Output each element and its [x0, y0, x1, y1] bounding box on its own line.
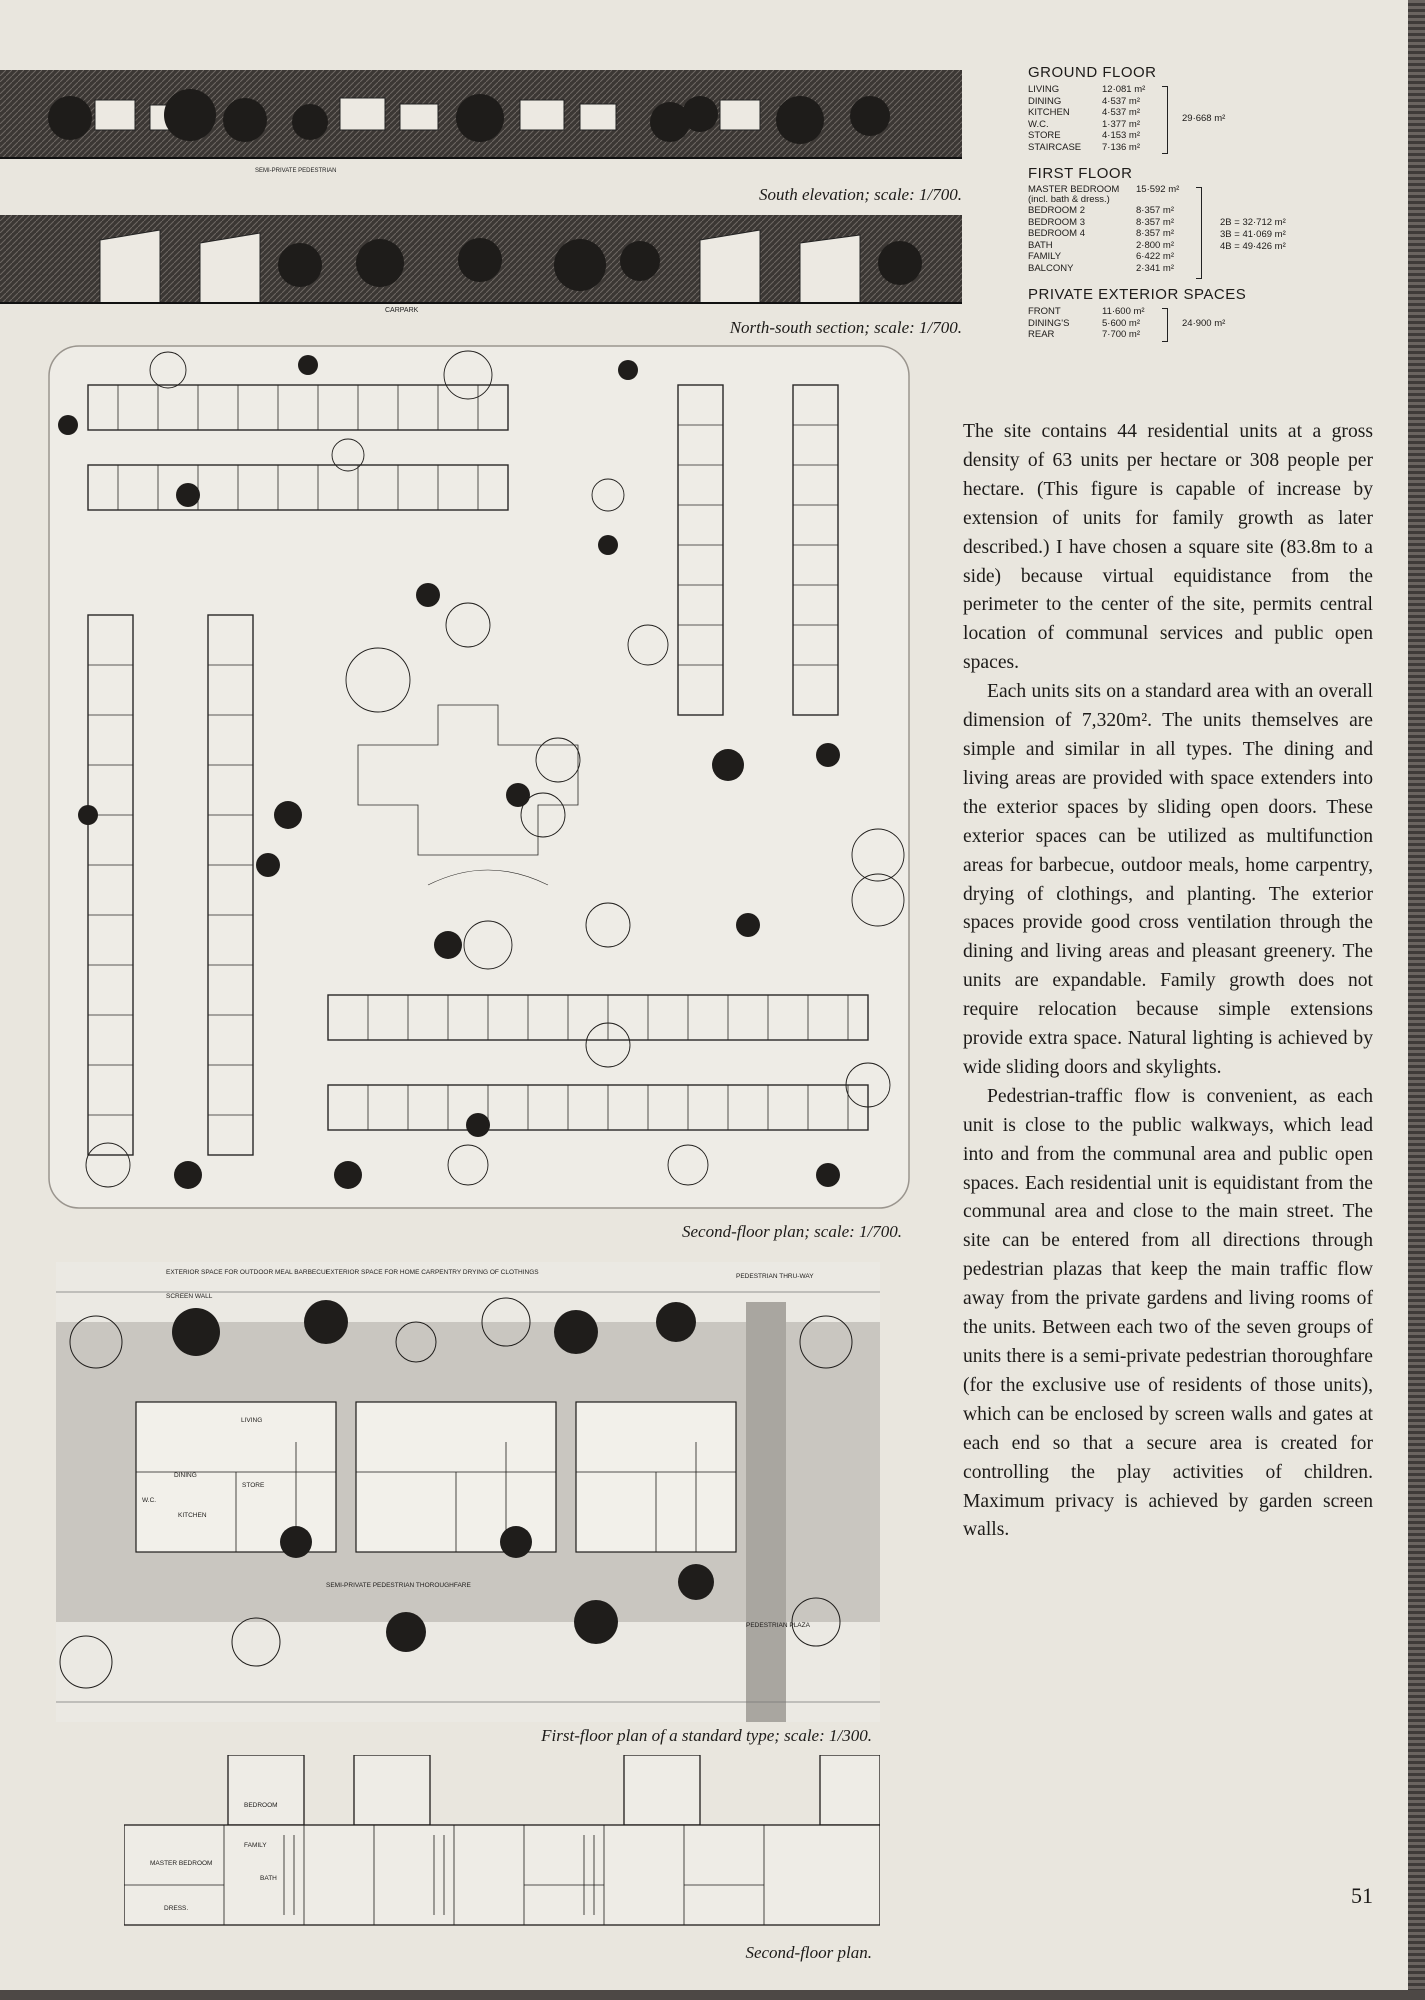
page-number: 51	[1351, 1883, 1373, 1908]
label-family: FAMILY	[244, 1842, 267, 1849]
south-elevation-drawing	[0, 70, 962, 185]
paragraph-2: Each units sits on a standard area with an overall dimension of 7,320m². The units themselves are simple and similar in all types. The dining and living areas are provided with space extenders into the exterior spaces by sliding open doors. These exterior spaces can be utilized as multifunction areas for barbecue, outdoor meals, home carpentry, drying of clothings, and planting. The exterior spaces provide good cross ventilation through the dining and living areas and pleasant greenery. The units are expandable. Family growth does not require relocation because simple extensions provide extra space. Natural lighting is achieved by wide sliding doors and skylights.	[963, 681, 1373, 1078]
label-living: LIVING	[241, 1417, 263, 1424]
label-master-bedroom: MASTER BEDROOM	[150, 1860, 213, 1867]
label-dining: DINING	[174, 1472, 197, 1479]
schedule-row: FAMILY 6·422 m²	[1028, 251, 1175, 262]
label-dress: DRESS.	[164, 1905, 189, 1912]
schedule-row: KITCHEN 4·537 m²	[1028, 107, 1141, 118]
private-exterior-block	[1028, 286, 1328, 341]
label-pedestrian-thru-way: PEDESTRIAN THRU-WAY	[736, 1273, 814, 1280]
schedule-row: BATH 2·800 m²	[1028, 239, 1175, 251]
second-floor-site-plan	[48, 345, 910, 1210]
schedule-row: BALCONY 2·341 m²	[1028, 262, 1175, 274]
schedule-row: DINING'S 5·600 m²	[1028, 317, 1141, 329]
elevation-pedestrian-label: SEMI-PRIVATE PEDESTRIAN	[255, 168, 337, 174]
label-exterior-bbq: EXTERIOR SPACE FOR OUTDOOR MEAL BARBECUE	[166, 1269, 330, 1276]
private-exterior-total: 24·900 m²	[1182, 318, 1226, 329]
label-bedroom: BEDROOM	[244, 1802, 278, 1809]
ground-floor-rows	[1028, 84, 1328, 153]
label-bath: BATH	[260, 1875, 277, 1882]
first-floor-plan-caption: First-floor plan of a standard type; scale: 1/300.	[541, 1726, 872, 1745]
paragraph-3: Pedestrian-traffic flow is convenient, as each unit is close to the public walkways, which lead into and from the communal area and public open spaces. Each residential unit is equidistant from the communal area and close to the main street. The site can be entered from all directions through pedestrian plazas that keep the main traffic flow away from the private gardens and living rooms of the units. Between each two of the seven groups of units there is a semi-private pedestrian thoroughfare (for the exclusive use of residents of those units), which can be enclosed by screen walls and gates at each end so that a secure area is created for controlling the play activities of children. Maximum privacy is achieved by garden screen walls.	[963, 1085, 1373, 1541]
book-bottom-edge	[0, 1990, 1425, 2000]
schedule-row: REAR 7·700 m²	[1028, 329, 1141, 340]
paragraph-1: The site contains 44 residential units at a gross density of 63 units per hectare or 308 people per hectare. (This figure is capable of increase by extension of units for family growth as later described.) I have chosen a square site (83.8m to a side) because virtual equidistance from the perimeter to the center of the site, permits central location of communal services and public open spaces.	[963, 421, 1373, 674]
south-elevation-caption: South elevation; scale: 1/700.	[758, 185, 962, 204]
private-exterior-title: PRIVATE EXTERIOR SPACES	[1028, 286, 1247, 303]
schedule-row: LIVING 12·081 m²	[1028, 84, 1146, 95]
label-screen-wall: SCREEN WALL	[166, 1293, 213, 1300]
second-floor-site-plan-caption: Second-floor plan; scale: 1/700.	[681, 1222, 902, 1241]
label-pedestrian-plaza: PEDESTRIAN PLAZA	[746, 1622, 810, 1629]
schedule-row: FRONT 11·600 m²	[1028, 306, 1145, 317]
label-kitchen: KITCHEN	[178, 1512, 207, 1519]
article-body	[963, 418, 1373, 1545]
ground-floor-title: GROUND FLOOR	[1028, 64, 1157, 81]
label-store: STORE	[242, 1482, 265, 1489]
north-south-section-caption: North-south section; scale: 1/700.	[729, 318, 962, 337]
label-wc: W.C.	[142, 1497, 157, 1504]
second-floor-unit-plan-caption: Second-floor plan.	[745, 1943, 872, 1962]
first-floor-title: FIRST FLOOR	[1028, 165, 1133, 182]
ground-floor-block	[1028, 64, 1328, 153]
schedule-row: DINING 4·537 m²	[1028, 95, 1141, 107]
ground-floor-total: 29·668 m²	[1182, 113, 1226, 124]
book-edge	[1408, 0, 1425, 2000]
first-floor-plan-drawing	[56, 1262, 880, 1722]
schedule-row: BEDROOM 3 8·357 m²	[1028, 216, 1175, 228]
second-floor-unit-plan	[124, 1755, 880, 1930]
schedule-row: BEDROOM 2 8·357 m²	[1028, 205, 1175, 216]
carpark-label: CARPARK	[385, 307, 419, 314]
schedule-row: BEDROOM 4 8·357 m²	[1028, 228, 1175, 239]
label-semi-private-thoroughfare: SEMI-PRIVATE PEDESTRIAN THOROUGHFARE	[326, 1582, 471, 1589]
label-exterior-carpentry: EXTERIOR SPACE FOR HOME CARPENTRY DRYING OF CLOTHINGS	[326, 1269, 539, 1276]
schedule-row: W.C. 1·377 m²	[1028, 118, 1141, 130]
first-floor-total-3b: 3B = 41·069 m²	[1220, 229, 1286, 240]
north-south-section-drawing	[0, 215, 962, 315]
first-floor-total-4b: 4B = 49·426 m²	[1220, 241, 1286, 252]
schedule-row: STAIRCASE 7·136 m²	[1028, 141, 1141, 153]
first-floor-block	[1028, 165, 1328, 274]
schedule-row: MASTER BEDROOM (incl. bath & dress.) 15·592 m²	[1028, 184, 1180, 205]
private-exterior-rows	[1028, 306, 1328, 341]
first-floor-total-2b: 2B = 32·712 m²	[1220, 217, 1286, 228]
schedule-row: STORE 4·153 m²	[1028, 130, 1141, 141]
area-schedule	[1028, 64, 1328, 353]
